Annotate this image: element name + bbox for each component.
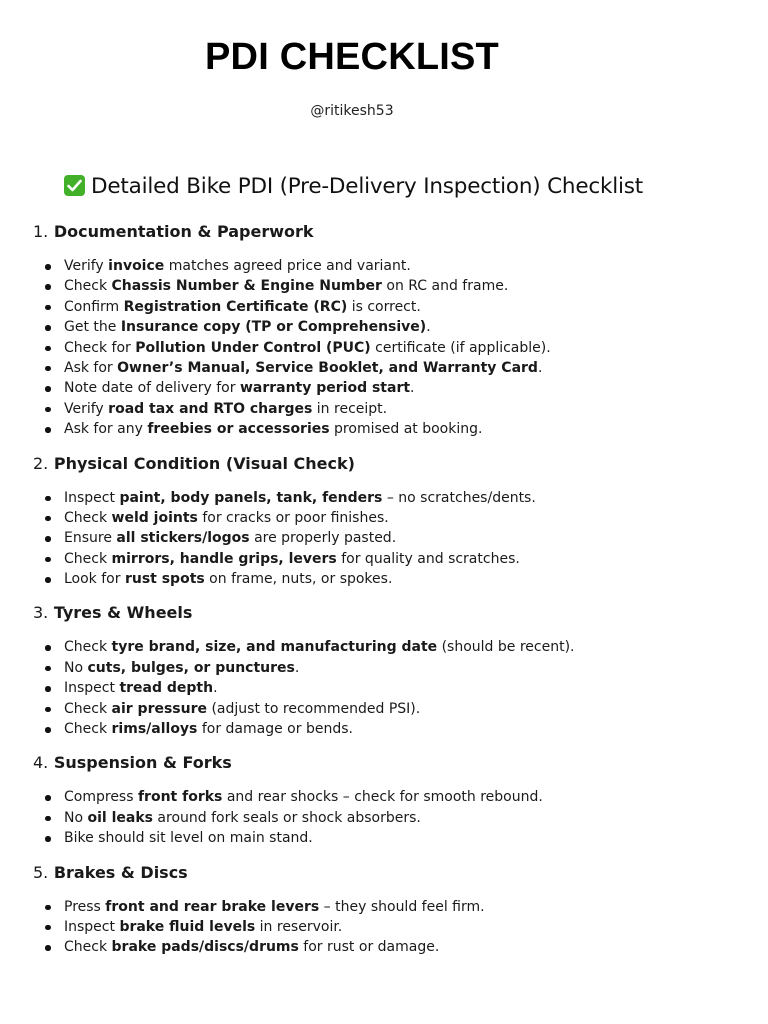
item-text: Bike should sit level on main stand. xyxy=(64,830,313,847)
section-number: 2. xyxy=(33,453,49,473)
list-item xyxy=(33,637,753,657)
list-item xyxy=(33,399,753,419)
section-heading xyxy=(33,751,753,775)
item-key-text: front forks xyxy=(137,789,223,806)
item-text: Note date of delivery for xyxy=(64,380,240,397)
item-text: are properly pasted. xyxy=(249,530,397,547)
section-heading xyxy=(33,601,753,625)
list-item xyxy=(33,787,753,807)
item-text: in receipt. xyxy=(312,400,388,417)
item-text: Verify xyxy=(64,400,109,417)
item-text: Compress xyxy=(64,789,138,806)
item-text: for quality and scratches. xyxy=(336,550,520,567)
item-key-text: Owner’s Manual, Service Booklet, and Warranty Card xyxy=(117,359,538,376)
item-text: (adjust to recommended PSI). xyxy=(207,700,421,717)
list-item xyxy=(33,658,753,678)
list-item xyxy=(33,358,753,378)
list-item xyxy=(33,897,753,917)
list-item xyxy=(33,528,753,548)
item-text: (should be recent). xyxy=(437,639,575,656)
item-key-text: brake pads/discs/drums xyxy=(111,939,299,956)
item-text: . xyxy=(213,680,218,697)
item-text: Get the xyxy=(64,319,121,336)
item-text: matches agreed price and variant. xyxy=(164,258,411,274)
item-text: for rust or damage. xyxy=(298,939,440,956)
page-title: PDI CHECKLIST xyxy=(205,36,499,78)
author-handle: @ritikesh53 xyxy=(310,103,394,119)
item-text: in reservoir. xyxy=(255,918,343,935)
item-text: Verify xyxy=(64,258,109,274)
item-key-text: warranty period start xyxy=(239,380,411,397)
list-item xyxy=(33,678,753,698)
section-heading xyxy=(33,861,753,885)
item-key-text: weld joints xyxy=(111,509,198,526)
item-text: No xyxy=(64,659,88,676)
item-text: is correct. xyxy=(347,298,421,315)
list-item xyxy=(33,297,753,317)
list-item xyxy=(33,699,753,719)
item-key-text: oil leaks xyxy=(87,809,153,826)
checklist-heading xyxy=(64,174,643,199)
list-item xyxy=(33,719,753,739)
section-spacer xyxy=(33,739,753,751)
item-key-text: road tax and RTO charges xyxy=(108,400,313,417)
checklist-content xyxy=(33,220,753,958)
list-item xyxy=(33,378,753,398)
item-text: Check xyxy=(64,509,112,526)
item-text: Check for xyxy=(64,339,136,356)
list-item xyxy=(33,808,753,828)
item-text: No xyxy=(64,809,88,826)
check-mark-button-icon xyxy=(64,175,85,196)
item-key-text: Registration Certificate (RC) xyxy=(123,298,348,315)
item-key-text: invoice xyxy=(108,258,165,274)
item-text: Inspect xyxy=(64,680,120,697)
section-spacer xyxy=(33,849,753,861)
item-text: and rear shocks – check for smooth rebound. xyxy=(222,789,543,806)
section-number: 5. xyxy=(33,862,49,882)
item-key-text: Chassis Number & Engine Number xyxy=(111,278,382,295)
item-text: . xyxy=(410,380,415,397)
item-text: . xyxy=(537,359,543,376)
item-text: Look for xyxy=(64,571,125,588)
item-text: on RC and frame. xyxy=(381,278,509,295)
item-key-text: all stickers/logos xyxy=(116,530,250,547)
section-number: 4. xyxy=(33,753,49,773)
item-text: Ensure xyxy=(64,530,117,547)
item-text: on frame, nuts, or spokes. xyxy=(204,571,393,588)
item-key-text: tyre brand, size, and manufacturing date xyxy=(111,639,438,656)
item-key-text: paint, body panels, tank, fenders xyxy=(119,489,383,506)
section-title: Documentation & Paperwork xyxy=(53,222,314,241)
checklist-heading-text: Detailed Bike PDI (Pre-Delivery Inspection) Checklist xyxy=(91,174,644,199)
item-text: Check xyxy=(64,639,112,656)
item-text: Check xyxy=(64,278,112,295)
item-text: promised at booking. xyxy=(329,421,483,438)
item-text: Inspect xyxy=(64,918,120,935)
section-title: Tyres & Wheels xyxy=(53,603,193,623)
item-text: for damage or bends. xyxy=(197,721,353,738)
item-key-text: brake fluid levels xyxy=(119,918,256,935)
item-text: Check xyxy=(64,721,112,738)
section-heading xyxy=(33,452,753,476)
checklist-items xyxy=(33,897,753,958)
list-item xyxy=(33,937,753,957)
item-text: Confirm xyxy=(64,298,124,315)
item-key-text: Pollution Under Control (PUC) xyxy=(135,339,371,356)
section-spacer xyxy=(33,589,753,601)
item-text: certificate (if applicable). xyxy=(370,339,551,356)
item-text: around fork seals or shock absorbers. xyxy=(152,809,421,826)
item-text: Check xyxy=(64,939,112,956)
item-key-text: rust spots xyxy=(124,571,205,588)
checklist-items xyxy=(33,256,753,440)
section-heading xyxy=(33,220,753,244)
section-title: Brakes & Discs xyxy=(53,862,188,882)
checklist-items xyxy=(33,637,753,739)
list-item xyxy=(33,508,753,528)
section-spacer xyxy=(33,440,753,452)
item-text: Ask for any xyxy=(64,421,148,438)
section-title: Suspension & Forks xyxy=(53,753,232,773)
item-key-text: freebies or accessories xyxy=(147,421,330,438)
list-item xyxy=(33,419,753,439)
checklist-section xyxy=(33,452,753,590)
item-text: – no scratches/dents. xyxy=(382,489,536,506)
list-item xyxy=(33,917,753,937)
checklist-items xyxy=(33,787,753,848)
item-text: Press xyxy=(64,898,106,915)
list-item xyxy=(33,338,753,358)
item-text: – they should feel firm. xyxy=(319,898,485,915)
item-text: Inspect xyxy=(64,489,120,506)
item-text: Ask for xyxy=(64,359,118,376)
item-text: for cracks or poor finishes. xyxy=(197,509,389,526)
list-item xyxy=(33,488,753,508)
item-key-text: rims/alloys xyxy=(111,721,198,738)
list-item xyxy=(33,317,753,337)
section-number: 1. xyxy=(33,222,49,241)
list-item xyxy=(33,276,753,296)
checklist-items xyxy=(33,488,753,590)
checklist-section xyxy=(33,220,753,440)
item-text: . xyxy=(426,319,431,336)
item-text: Check xyxy=(64,550,112,567)
section-number: 3. xyxy=(33,603,49,623)
item-text: . xyxy=(294,659,300,676)
checklist-section xyxy=(33,601,753,739)
item-key-text: air pressure xyxy=(111,700,208,717)
checklist-section xyxy=(33,861,753,958)
item-key-text: Insurance copy (TP or Comprehensive) xyxy=(120,319,427,336)
item-key-text: front and rear brake levers xyxy=(105,898,320,915)
checklist-section xyxy=(33,751,753,848)
list-item xyxy=(33,549,753,569)
section-title: Physical Condition (Visual Check) xyxy=(53,453,355,473)
item-key-text: cuts, bulges, or punctures xyxy=(87,659,295,676)
item-key-text: mirrors, handle grips, levers xyxy=(111,550,337,567)
item-text: Check xyxy=(64,700,112,717)
item-key-text: tread depth xyxy=(119,680,214,697)
list-item xyxy=(33,256,753,276)
list-item xyxy=(33,569,753,589)
list-item xyxy=(33,828,753,848)
